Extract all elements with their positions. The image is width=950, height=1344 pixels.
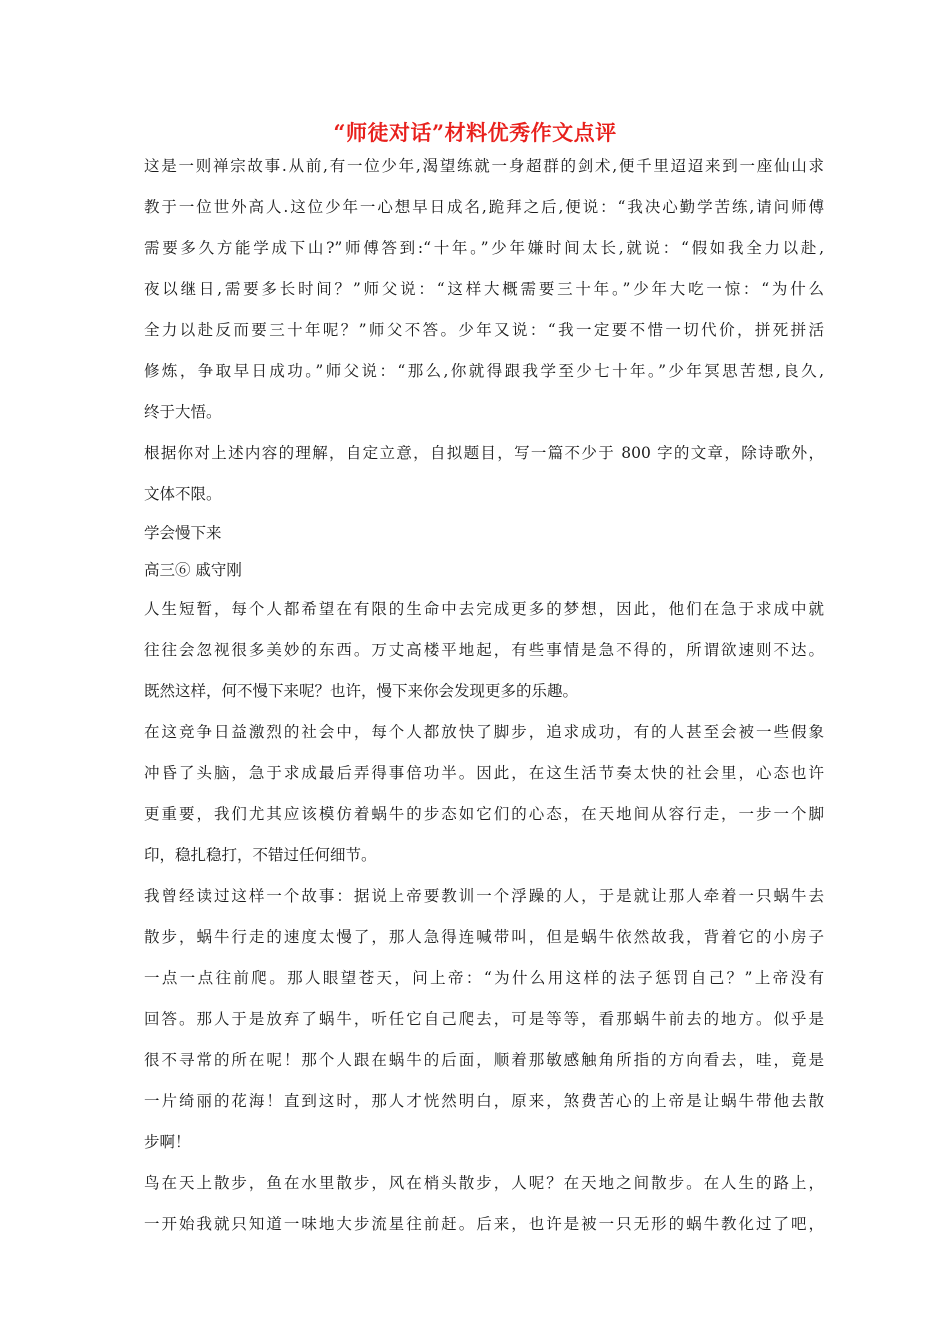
document-body	[144, 146, 824, 1245]
prompt-paragraph	[144, 146, 824, 433]
text-line: 夜以继日,需要多长时间？”师父说：“这样大概需要三十年。”少年大吃一惊：“为什么	[144, 280, 824, 298]
text-line: 修炼，争取早日成功。”师父说：“那么,你就得跟我学至少七十年。”少年冥思苦想,良久,	[144, 362, 824, 380]
essay-paragraph-3	[144, 876, 824, 1163]
text-line: 步啊！	[144, 1133, 191, 1151]
text-line: 散步，蜗牛行走的速度太慢了，那人急得连喊带叫，但是蜗牛依然故我，背着它的小房子	[144, 928, 824, 946]
text-line: 全力以赴反而要三十年呢？”师父不答。少年又说：“我一定要不惜一切代价，拼死拼活	[144, 321, 824, 339]
text-line: 根据你对上述内容的理解，自定立意，自拟题目，写一篇不少于 800 字的文章，除诗歌外，	[144, 444, 824, 462]
text-line: 在这竞争日益激烈的社会中，每个人都放快了脚步，追求成功，有的人甚至会被一些假象	[144, 723, 824, 741]
text-line: 需要多久方能学成下山?”师傅答到:“十年。”少年嫌时间太长,就说：“假如我全力以赴,	[144, 239, 824, 257]
text-line: 人生短暂，每个人都希望在有限的生命中去完成更多的梦想，因此，他们在急于求成中就	[144, 600, 824, 618]
text-line: 回答。那人于是放弃了蜗牛，听任它自己爬去，可是等等，看那蜗牛前去的地方。似乎是	[144, 1010, 824, 1028]
essay-paragraph-2	[144, 712, 824, 876]
essay-paragraph-4	[144, 1163, 824, 1245]
text-line: 这是一则禅宗故事.从前,有一位少年,渴望练就一身超群的剑术,便千里迢迢来到一座仙山求	[144, 157, 824, 175]
text-line: 一片绮丽的花海！直到这时，那人才恍然明白，原来，煞费苦心的上帝是让蜗牛带他去散	[144, 1092, 824, 1110]
text-line: 终于大悟。	[144, 403, 222, 421]
task-paragraph	[144, 433, 824, 515]
text-line: 更重要，我们尤其应该模仿着蜗牛的步态如它们的心态，在天地间从容行走，一步一个脚	[144, 805, 824, 823]
text-line: 印，稳扎稳打，不错过任何细节。	[144, 846, 377, 864]
essay-title: 学会慢下来	[144, 524, 222, 542]
document-title: “师徒对话”材料优秀作文点评	[333, 120, 617, 145]
essay-paragraph-1	[144, 589, 824, 712]
text-line: 文体不限。	[144, 485, 222, 503]
text-line: 一点一点往前爬。那人眼望苍天，问上帝：“为什么用这样的法子惩罚自己？”上帝没有	[144, 969, 824, 987]
text-line: 很不寻常的所在呢！那个人跟在蜗牛的后面，顺着那敏感触角所指的方向看去，哇，竟是	[144, 1051, 824, 1069]
text-line: 我曾经读过这样一个故事：据说上帝要教训一个浮躁的人，于是就让那人牵着一只蜗牛去	[144, 887, 824, 905]
text-line: 既然这样，何不慢下来呢？也许，慢下来你会发现更多的乐趣。	[144, 682, 579, 700]
text-line: 鸟在天上散步，鱼在水里散步，风在梢头散步，人呢？在天地之间散步。在人生的路上，	[144, 1174, 824, 1192]
text-line: 教于一位世外高人.这位少年一心想早日成名,跪拜之后,便说：“我决心勤学苦练,请问师傅	[144, 198, 824, 216]
text-line: 往往会忽视很多美妙的东西。万丈高楼平地起，有些事情是急不得的，所谓欲速则不达。	[144, 641, 824, 659]
text-line: 冲昏了头脑，急于求成最后弄得事倍功半。因此，在这生活节奏太快的社会里，心态也许	[144, 764, 824, 782]
essay-author: 高三⑥ 戚守刚	[144, 561, 242, 579]
text-line: 一开始我就只知道一味地大步流星往前赶。后来，也许是被一只无形的蜗牛教化过了吧，	[144, 1215, 824, 1233]
